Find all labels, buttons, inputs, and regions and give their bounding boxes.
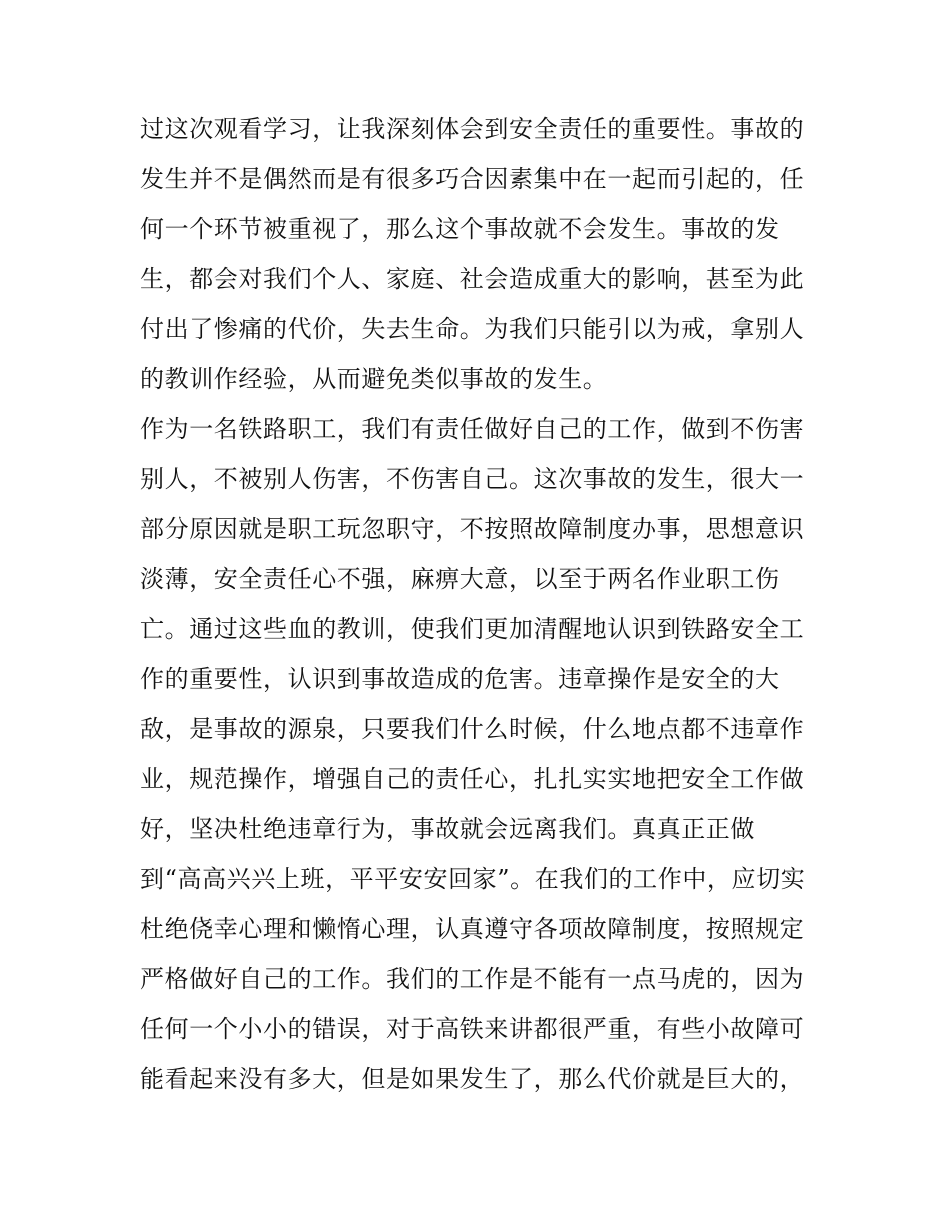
text-line: 发生并不是偶然而是有很多巧合因素集中在一起而引起的，任 — [140, 165, 805, 193]
body-text — [140, 104, 820, 1104]
text-line: 好，坚决杜绝违章行为，事故就会远离我们。真真正正做 — [140, 815, 755, 843]
text-line: 淡薄，安全责任心不强，麻痹大意，以至于两名作业职工伤 — [140, 565, 780, 593]
text-line: 能看起来没有多大，但是如果发生了，那么代价就是巨大的， — [140, 1065, 805, 1093]
text-line: 生，都会对我们个人、家庭、社会造成重大的影响，甚至为此 — [140, 265, 805, 293]
text-line: 业，规范操作，增强自己的责任心，扎扎实实地把安全工作做 — [140, 765, 805, 793]
text-line: 付出了惨痛的代价，失去生命。为我们只能引以为戒，拿别人 — [140, 315, 805, 343]
text-line: 作为一名铁路职工，我们有责任做好自己的工作，做到不伤害 — [140, 415, 805, 443]
text-line: 过这次观看学习，让我深刻体会到安全责任的重要性。事故的 — [140, 115, 805, 143]
text-line: 任何一个小小的错误，对于高铁来讲都很严重，有些小故障可 — [140, 1015, 805, 1043]
text-line: 的教训作经验，从而避免类似事故的发生。 — [140, 365, 608, 393]
text-line: 亡。通过这些血的教训，使我们更加清醒地认识到铁路安全工 — [140, 615, 805, 643]
text-line: 到“高高兴兴上班，平平安安回家”。在我们的工作中，应切实 — [140, 865, 806, 893]
text-line: 别人，不被别人伤害，不伤害自己。这次事故的发生，很大一 — [140, 465, 805, 493]
text-line: 何一个环节被重视了，那么这个事故就不会发生。事故的发 — [140, 215, 780, 243]
text-line: 部分原因就是职工玩忽职守，不按照故障制度办事，思想意识 — [140, 515, 805, 543]
text-line: 严格做好自己的工作。我们的工作是不能有一点马虎的，因为 — [140, 965, 805, 993]
text-line: 杜绝侥幸心理和懒惰心理，认真遵守各项故障制度，按照规定 — [140, 915, 805, 943]
text-line: 作的重要性，认识到事故造成的危害。违章操作是安全的大 — [140, 665, 780, 693]
text-line: 敌，是事故的源泉，只要我们什么时候，什么地点都不违章作 — [140, 715, 805, 743]
